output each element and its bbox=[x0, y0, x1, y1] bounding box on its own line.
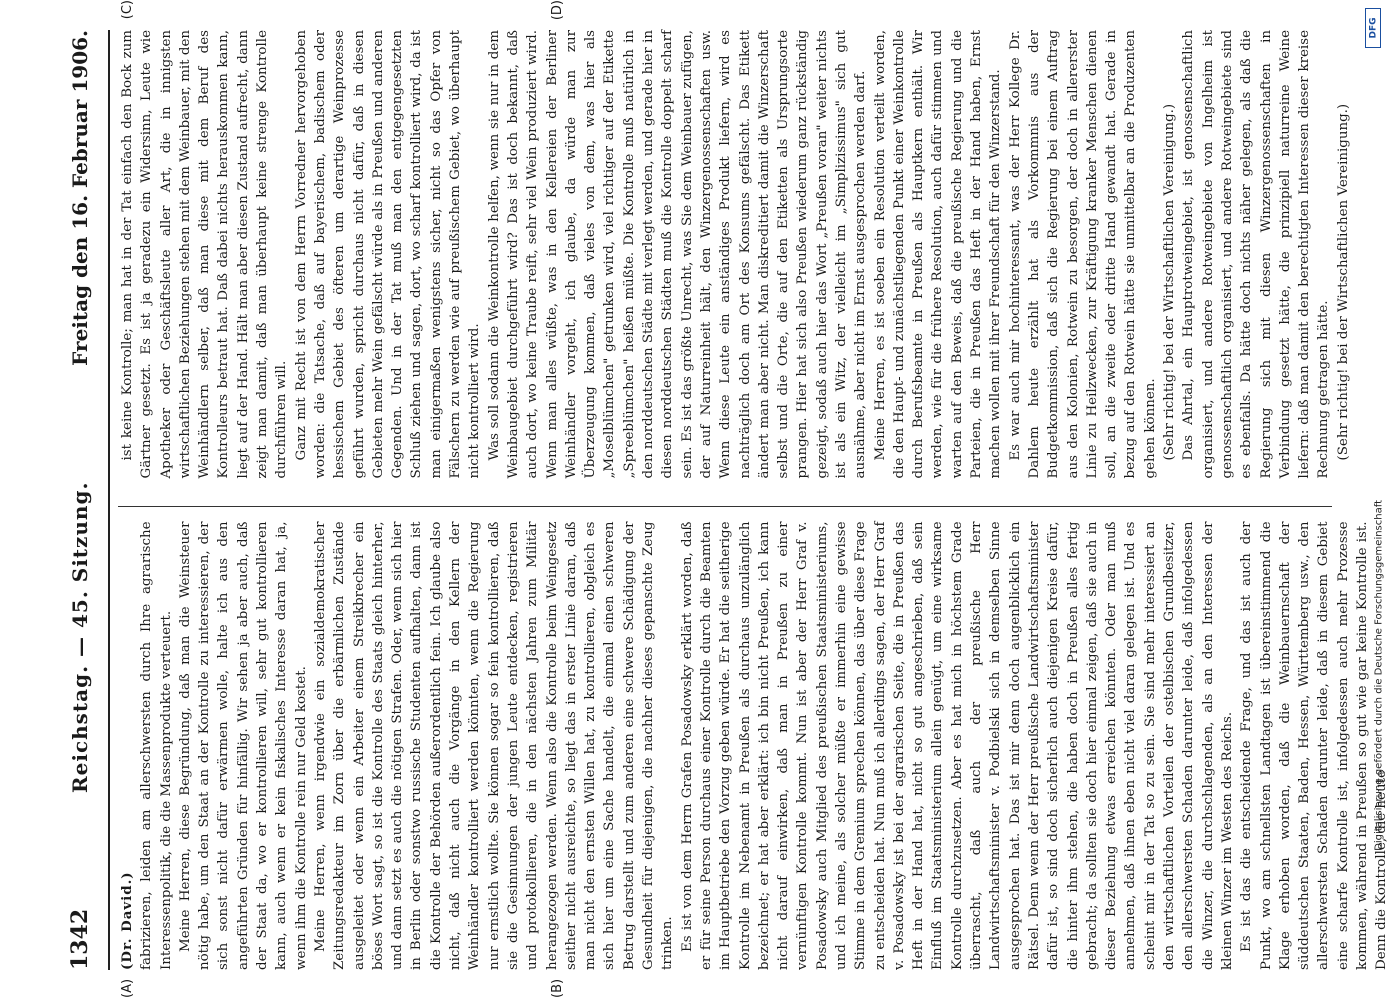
paragraph: Ganz mit Recht ist von dem Herrn Vorredner hervorgehoben worden: die Tatsache, daß auf bayerischem, badischem oder hessischem Gebiet des öfteren um derartige Weinprozesse geführt wurden, spricht durchaus nicht dafür, daß in diesen Gebieten mehr Wein gefälscht würde als in Preußen und anderen Gegenden. Und in der Tat muß man den entgegengesetzten Schluß ziehen und sagen, dort, wo scharf kontrolliert wird, da ist man einigermaßen wenigstens sicher, nicht so das Opfer von Fälschern zu werden wie auf preußischem Gebiet, wo überhaupt nicht kontrolliert wird. bbox=[293, 30, 482, 479]
margin-marker-d: (D) bbox=[549, 0, 565, 21]
session-title: Reichstag. — 45. Sitzung. bbox=[67, 481, 92, 793]
margin-marker-c: (C) bbox=[119, 0, 135, 20]
speaker-name: (Dr. David.) bbox=[118, 871, 135, 970]
speaker-label bbox=[118, 522, 137, 971]
paragraph: Es ist von dem Herrn Grafen Posadowsky erklärt worden, daß er für seine Person durchaus einer Kontrolle durch die Beamten im Hauptbetriebe den Vorzug geben würde. Er hat die seitherige Kontrolle im Nebenamt in Preußen als durchaus unzulänglich bezeichnet; er hat aber erklärt: ich bin nicht Preußen, ich kann nicht darauf einwirken, daß man in Preußen zu einer vernünftigen Kontrolle kommt. Nun ist aber der Herr Graf v. Posadowsky auch Mitglied des preußischen Staatsministeriums, und ich meine, als solcher müßte er immerhin eine gewisse Stimme in dem Gremium sprechen können, das über diese Frage zu entscheiden hat. Nun muß ich allerdings sagen, der Herr Graf v. Posadowsky ist bei der agrarischen Seite, die in Preußen das Heft in der Hand hat, nicht so gut angeschrieben, daß sein Einfluß im Staatsministerium allein genügt, um eine wirksame Kontrolle durchzusetzen. Aber es hat mich in höchstem Grade überrascht, daß auch der preußische Herr Landwirtschaftsminister v. Podbielski sich in demselben Sinne ausgesprochen hat. Das ist mir denn doch augenblicklich ein Rätsel. Denn wenn der Herr preußische Landwirtschaftsminister dafür ist, so sind doch sicherlich auch diejenigen Kreise dafür, die hinter ihm stehen, die haben doch in Preußen alles fertig gebracht; da sollten sie doch hier einmal zeigen, daß sie auch in dieser Beziehung etwas erreichen könnten. Oder man muß annehmen, daß ihnen eben nicht viel daran gelegen ist. Und es scheint mir in der Tat so zu sein. Sie sind mehr interessiert an den wirtschaftlichen Vorteilen der ostelbischen Grundbesitzer, den allerschwersten Schaden darunter leide, daß infolgedessen die Winzer, die durchschlagenden, als an den Interessen der kleinen Winzer im Westen des Reichs. bbox=[679, 521, 1235, 970]
paragraph: (Sehr richtig! bei der Wirtschaftlichen Vereinigung.) bbox=[1161, 103, 1177, 461]
paragraph: Es ist das die entscheidende Frage, und das ist auch der Punkt, wo am schnellsten Landtagen ist übereinstimmend die Klage erhoben worden, daß die Weinbauernschaft der süddeutschen Staaten, Baden, Hessen, Württemberg usw., den allerschwersten Schaden darunter leide, daß in diesem Gebiet eine scharfe Kontrolle ist, infolgedessen auch mehr Prozesse kommen, während in Preußen so gut wie gar keine Kontrolle ist. Denn die Kontrolle, die heute bbox=[1238, 521, 1389, 970]
paragraph: Meine Herren, es ist soeben ein Resolution verteilt worden, die den Haupt- und zunächstliegenden Punkt einer Weinkontrolle durch Berufsbeamte in Preußen als Hauptkern enthält. Wir werden, wie für die frühere Resolution, auch dafür stimmen und warten auf den Beweis, daß die preußische Regierung und die Parteien, die in Preußen das Heft in der Hand haben, Ernst machen wollen mit ihrer Freundschaft für den Winzerstand. bbox=[872, 30, 1003, 479]
page-number: 1342 bbox=[66, 908, 93, 970]
paragraph: ist keine Kontrolle; man hat in der Tat einfach den Bock zum Gärtner gesetzt. Es ist ja geradezu ein Widersinn, Leute wie Apotheker oder Geschäftsleute aller Art, die in innigsten wirtschaftlichen Beziehungen stehen mit dem Weinbauer, mit den Weinhändlern selber, daß man diese mit dem Beruf des Kontrolleurs betraut hat. Daß dabei nichts herauskommen kann, liegt auf der Hand. Hält man aber diesen Zustand aufrecht, dann zeigt man damit, daß man überhaupt keine strenge Kontrolle durchführen will. bbox=[119, 30, 289, 479]
margin-marker-a: (A) bbox=[119, 978, 135, 998]
paragraph: fabrizieren, leiden am allerschwersten durch Ihre agrarische Interessenpolitik, die die Massenprodukte verteuert. bbox=[138, 521, 174, 970]
dfg-logo: DFG bbox=[1365, 8, 1381, 48]
digitization-note: Digitalisierung gefördert durch die Deutsche Forschungsgemeinschaft bbox=[1373, 500, 1385, 851]
right-column bbox=[118, 0, 1351, 479]
page-header bbox=[52, 30, 110, 970]
paragraph: Meine Herren, wenn irgendwie ein sozialdemokratischer Zeitungsredakteur im Zorn über die erbärmlichen Zustände ausgeleitet oder wenn ein Arbeiter einem Streikbrecher ein böses Wort sagt, so ist die Kontrolle des Staats gleich hinterher, und dann setzt es auch die nötigen Strafen. Oder, wenn sich hier in Berlin oder sonstwo russische Studenten aufhalten, dann ist die Kontrolle der Behörden außerordentlich fein. Ich glaube also nicht, daß nicht auch die Vorgänge in den Kellern der Weinhändler kontrolliert werden könnten, wenn die Regierung nur ernstlich wollte. Sie können sogar so fein kontrollieren, daß sie die Gesinnungen der jungen Leute entdecken, registrieren und protokollieren, die in den nächsten Jahren zum Militär herangezogen werden. Wenn also die Kontrolle beim Weingesetz seither nicht ausreichte, so liegt das in erster Linie daran, daß man nicht den ernsten Willen hat, zu kontrollieren, obgleich es sich hier um eine Sache handelt, die einmal einen schweren Betrug darstellt und zum anderen eine schwere Schädigung der Gesundheit für diejenigen, die nachher dieses gepanschte Zeug trinken. bbox=[312, 521, 675, 970]
margin-marker-b: (B) bbox=[549, 978, 565, 998]
paragraph: Meine Herren, diese Begründung, daß man die Weinsteuer nötig habe, um den Staat an der Kontrolle zu interessieren, der sich sonst nicht dafür erwärmen wolle, halte ich aus den angeführten Gründen für hinfällig. Wir sehen ja aber auch, daß der Staat da, wo er kontrollieren will, sehr gut kontrollieren kann, auch wenn er kein fiskalisches Interesse daran hat, ja, wenn ihm die Kontrolle rein nur Geld kostet. bbox=[177, 521, 309, 970]
session-date: Freitag den 16. Februar 1906. bbox=[67, 30, 92, 366]
paragraph: (Sehr richtig! bei der Wirtschaftlichen Vereinigung.) bbox=[1335, 103, 1351, 461]
paragraph: Was soll sodann die Weinkontrolle helfen, wenn sie nur in dem Weinbaugebiet durchgeführt wird? Das ist doch bekannt, daß auch dort, wo keine Traube reift, sehr viel Wein produziert wird. Wenn man alles wüßte, was in den Kellereien der Berliner Weinhändler vorgeht, ich glaube, da würde man zur Überzeugung kommen, daß vieles von dem, was hier als „Moselblümchen" getrunken wird, viel richtiger auf der Etikette „Spreeblümchen" heißen müßte. Die Kontrolle muß natürlich in den norddeutschen Städte mit verlegt werden, und gerade hier in diesen norddeutschen Städten muß die Kontrolle doppelt scharf sein. Es ist das größte Unrecht, was Sie dem Weinbauer zufügen, der auf Naturreinheit hält, den Winzergenossenschaften usw. Wenn diese Leute ein anständiges Produkt liefern, wird es nachträglich doch am Ort des Konsums gefälscht. Das Etikett ändert man aber nicht. Man diskreditiert damit die Winzerschaft selbst und die Orte, die auf den Etiketten als Ursprungsorte prangen. Hier hat sich also Preußen wiederum ganz rückständig gezeigt, sodaß auch hier das Wort „Preußen voran" weiter nichts ist als ein Witz, der vielleicht im „Simplizissimus" sich gut ausnähme, aber nicht im Ernst ausgesprochen werden darf. bbox=[486, 30, 868, 479]
paragraph: Das Ahrtal, ein Hauptrotweingebiet, ist genossenschaftlich organisiert, und andere Rotweingebiete von Ingelheim ist genossenschaftlich organisiert, und andere Rotweingebiete sind es ebenfalls. Da hätte doch nichts näher gelegen, als daß die Regierung sich mit diesen Winzergenossenschaften in Verbindung gesetzt hätte, die prinzipiell naturreine Weine liefern: daß man damit den berechtigten Interessen dieser kreise Rechnung getragen hätte. bbox=[1180, 30, 1331, 479]
paragraph: Es war auch mir hochinteressant, was der Herr Kollege Dr. Dahlem heute erzählt hat als Vorkommnis aus der Budgetkommission, daß sich die Regierung bei einem Auftrag aus den Kolonien, Rotwein zu besorgen, der doch in allererster Linie zu Heilzwecken, zur Kräftigung kranker Menschen dienen soll, an die zweite oder dritte Hand gewandt hat. Gerade in bezug auf den Rotwein hätte sie unmittelbar an die Produzenten gehen können. bbox=[1007, 30, 1158, 479]
